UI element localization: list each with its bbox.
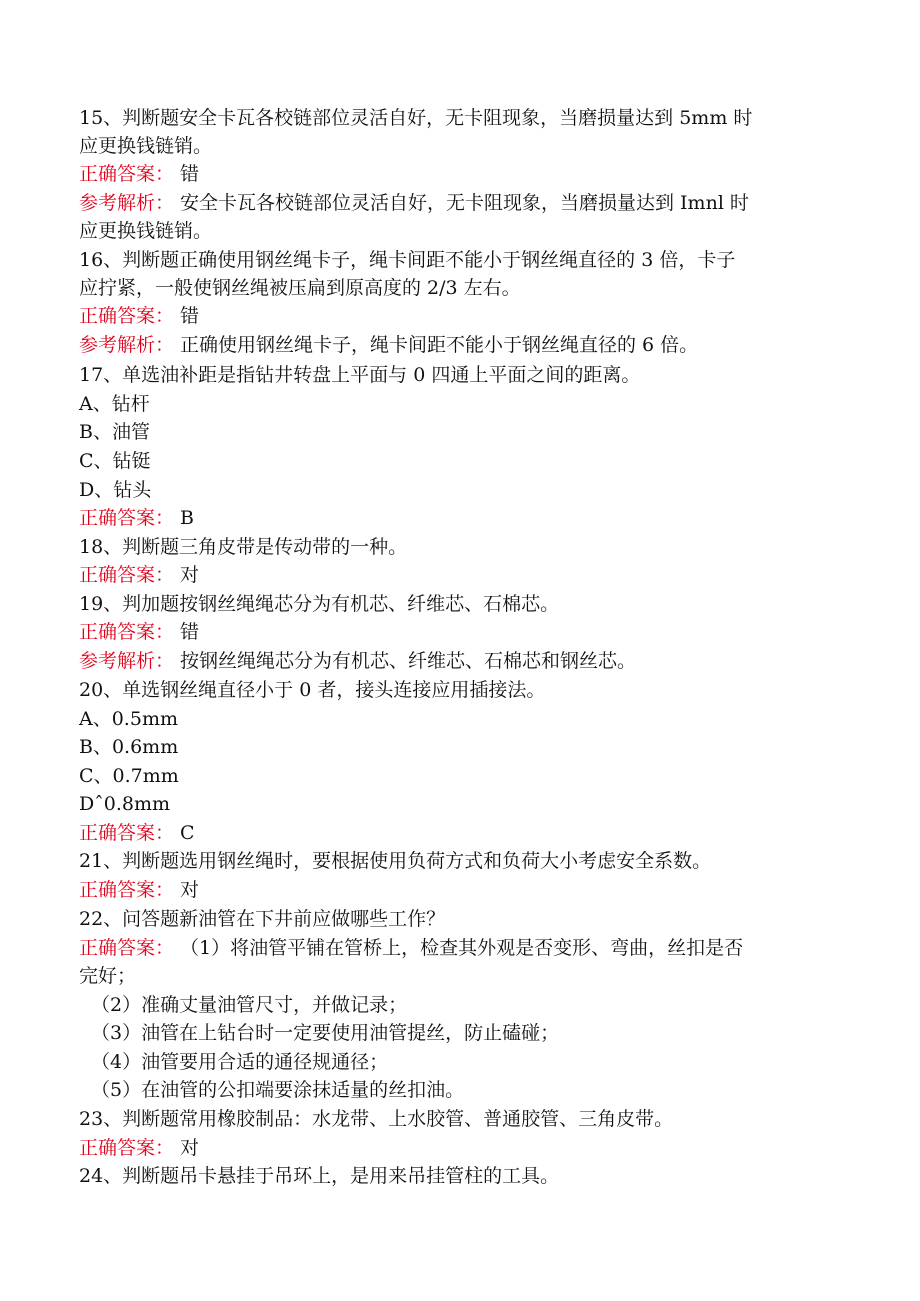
option-17-a: A、钻杆 — [79, 393, 150, 415]
question-21-line-1: 21、判断题选用钢丝绳时，要根据使用负荷方式和负荷大小考虑安全系数。 — [79, 850, 712, 872]
question-20-line-1: 20、单选钢丝绳直径小于 0 者，接头连接应用插接法。 — [79, 679, 546, 701]
option-20-b: B、0.6mm — [79, 736, 179, 758]
answer-22-line-2: 完好； — [79, 965, 137, 987]
explanation-row-15 — [79, 190, 749, 216]
answer-22-item-2: （2）准确丈量油管尺寸，并做记录； — [91, 994, 408, 1016]
answer-row-21 — [79, 877, 199, 903]
explanation-label: 参考解析： — [79, 650, 175, 672]
answer-value-15: 错 — [180, 163, 200, 185]
answer-row-20 — [79, 820, 195, 846]
explanation-row-19 — [79, 648, 636, 674]
question-18-line-1: 18、判断题三角皮带是传动带的一种。 — [79, 536, 408, 558]
explanation-16-line-1: 正确使用钢丝绳卡子，绳卡间距不能小于钢丝绳直径的 6 倍。 — [180, 334, 699, 356]
answer-label: 正确答案： — [79, 507, 175, 529]
question-16-line-1: 16、判断题正确使用钢丝绳卡子，绳卡间距不能小于钢丝绳直径的 3 倍，卡子 — [79, 249, 736, 271]
explanation-label: 参考解析： — [79, 334, 175, 356]
answer-value-18: 对 — [180, 564, 200, 586]
question-22-line-1: 22、问答题新油管在下井前应做哪些工作？ — [79, 908, 446, 930]
answer-value-17: B — [180, 507, 194, 529]
question-16-line-2: 应拧紧，一般使钢丝绳被压扁到原高度的 2/3 左右。 — [79, 277, 521, 299]
answer-row-17 — [79, 505, 194, 531]
answer-22-line-1: （1）将油管平铺在管桥上，检查其外观是否变形、弯曲，丝扣是否 — [180, 937, 744, 959]
question-19-line-1: 19、判加题按钢丝绳绳芯分为有机芯、纤维芯、石棉芯。 — [79, 593, 560, 615]
answer-22-item-3: （3）油管在上钻台时一定要使用油管提丝，防止磕碰； — [91, 1022, 560, 1044]
answer-label: 正确答案： — [79, 305, 175, 327]
explanation-row-16 — [79, 332, 698, 358]
answer-row-23 — [79, 1135, 199, 1161]
answer-label: 正确答案： — [79, 937, 175, 959]
answer-value-19: 错 — [180, 621, 200, 643]
answer-row-22 — [79, 935, 743, 961]
answer-row-15 — [79, 161, 199, 187]
answer-label: 正确答案： — [79, 1137, 175, 1159]
option-17-c: C、钻铤 — [79, 450, 151, 472]
answer-value-23: 对 — [180, 1137, 200, 1159]
answer-label: 正确答案： — [79, 879, 175, 901]
answer-label: 正确答案： — [79, 822, 175, 844]
option-20-d: Dˆ0.8mm — [79, 793, 170, 815]
explanation-15-line-1: 安全卡瓦各校链部位灵活自好，无卡阻现象，当磨损量达到 Imnl 时 — [180, 192, 749, 214]
answer-22-item-4: （4）油管要用合适的通径规通径； — [91, 1051, 389, 1073]
question-17-line-1: 17、单选油补距是指钻井转盘上平面与 0 四通上平面之间的距离。 — [79, 364, 641, 386]
answer-label: 正确答案： — [79, 621, 175, 643]
explanation-19-line-1: 按钢丝绳绳芯分为有机芯、纤维芯、石棉芯和钢丝芯。 — [180, 650, 637, 672]
answer-label: 正确答案： — [79, 163, 175, 185]
option-17-b: B、油管 — [79, 421, 150, 443]
option-20-c: C、0.7mm — [79, 765, 179, 787]
answer-value-20: C — [180, 822, 195, 844]
answer-row-19 — [79, 619, 199, 645]
answer-row-18 — [79, 562, 199, 588]
option-20-a: A、0.5mm — [79, 708, 178, 730]
question-15-line-2: 应更换钱链销。 — [79, 135, 213, 157]
question-24-line-1: 24、判断题吊卡悬挂于吊环上，是用来吊挂管柱的工具。 — [79, 1165, 560, 1187]
question-23-line-1: 23、判断题常用橡胶制品：水龙带、上水胶管、普通胶管、三角皮带。 — [79, 1108, 674, 1130]
option-17-d: D、钻头 — [79, 479, 152, 501]
answer-row-16 — [79, 303, 199, 329]
explanation-15-line-2: 应更换钱链销。 — [79, 220, 213, 242]
question-15-line-1: 15、判断题安全卡瓦各校链部位灵活自好，无卡阻现象，当磨损量达到 5mm 时 — [79, 107, 753, 129]
answer-label: 正确答案： — [79, 564, 175, 586]
answer-value-21: 对 — [180, 879, 200, 901]
answer-value-16: 错 — [180, 305, 200, 327]
explanation-label: 参考解析： — [79, 192, 175, 214]
answer-22-item-5: （5）在油管的公扣端要涂抹适量的丝扣油。 — [91, 1079, 465, 1101]
